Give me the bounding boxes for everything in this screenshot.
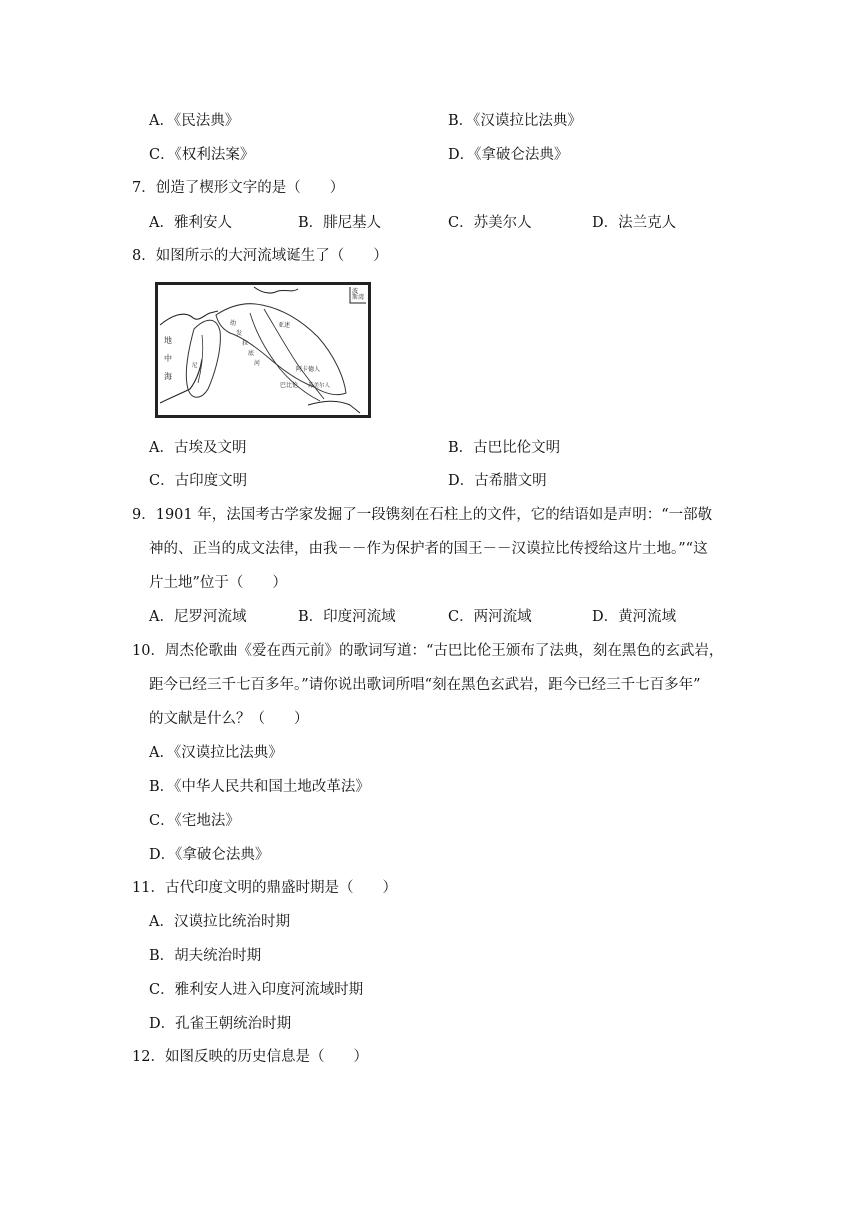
q8-option-c: C．古印度文明 <box>149 473 248 489</box>
q9-option-b: B．印度河流域 <box>298 609 396 625</box>
map-label: 中 <box>164 354 172 363</box>
q6-option-b: B．《汉谟拉比法典》 <box>448 113 582 129</box>
map-figure <box>158 285 368 415</box>
q11-option-b: B．胡夫统治时期 <box>149 948 262 964</box>
q8-option-a: A．古埃及文明 <box>149 440 247 456</box>
map-label: 波 <box>352 288 359 295</box>
map-label: 幼 <box>230 320 237 327</box>
map-label: 阿卡德人 <box>296 366 321 373</box>
q9-option-a: A．尼罗河流域 <box>149 609 247 625</box>
q7-stem: 7．创造了楔形文字的是（ ） <box>132 180 345 196</box>
q7-option-b: B．腓尼基人 <box>298 215 382 231</box>
q7-option-a: A．雅利安人 <box>149 215 232 231</box>
map-label: 海 <box>164 372 172 381</box>
q10-stem-line-2: 距今已经三千七百多年。”请你说出歌词所唱“刻在黑色玄武岩，距今已经三千七百多年” <box>149 677 701 693</box>
q11-stem: 11．古代印度文明的鼎盛时期是（ ） <box>132 880 397 896</box>
map-label: 湾 <box>358 294 365 301</box>
q10-option-d: D．《拿破仑法典》 <box>149 847 270 863</box>
q9-option-d: D．黄河流域 <box>592 609 677 625</box>
q9-stem-line-2: 神的、正当的成文法律，由我－－作为保护者的国王－－汉谟拉比传授给这片土地。”“这 <box>149 541 708 557</box>
q11-option-c: C．雅利安人进入印度河流域时期 <box>149 982 364 998</box>
q10-option-b: B．《中华人民共和国土地改革法》 <box>149 779 370 795</box>
q10-stem-line-3: 的文献是什么？（ ） <box>149 711 309 727</box>
q11-option-d: D．孔雀王朝统治时期 <box>149 1016 292 1032</box>
two-rivers-map <box>155 282 371 418</box>
map-label: 拉 <box>242 340 249 347</box>
map-label: 苏美尔人 <box>308 383 331 389</box>
q6-option-a: A．《民法典》 <box>149 113 240 129</box>
q7-option-d: D．法兰克人 <box>592 215 677 231</box>
map-label: 尼 <box>192 363 198 369</box>
q8-option-b: B．古巴比伦文明 <box>448 440 561 456</box>
q8-option-d: D．古希腊文明 <box>448 473 547 489</box>
map-label: 底 <box>248 350 255 357</box>
q10-stem-line-1: 10．周杰伦歌曲《爱在西元前》的歌词写道：“古巴比伦王颁布了法典，刻在黑色的玄武岩， <box>132 643 724 659</box>
map-label: 地 <box>164 336 172 345</box>
map-label: 亚述 <box>278 322 291 329</box>
map-label: 巴比伦 <box>280 382 299 389</box>
q7-option-c: C．苏美尔人 <box>448 215 532 231</box>
q9-stem-line-3: 片土地”位于（ ） <box>149 575 287 591</box>
map-label: 河 <box>254 360 261 367</box>
q11-option-a: A．汉谟拉比统治时期 <box>149 914 290 930</box>
map-label: 发 <box>236 330 243 337</box>
q12-stem: 12．如图反映的历史信息是（ ） <box>132 1049 368 1065</box>
q10-option-c: C．《宅地法》 <box>149 813 240 829</box>
map-label: 斯 <box>352 294 359 301</box>
q10-option-a: A．《汉谟拉比法典》 <box>149 745 283 761</box>
q6-option-d: D．《拿破仑法典》 <box>448 147 569 163</box>
q8-stem: 8．如图所示的大河流域诞生了（ ） <box>132 248 388 264</box>
q9-stem-line-1: 9．1901 年，法国考古学家发掘了一段镌刻在石柱上的文件，它的结语如是声明：“一部敬 <box>132 507 713 523</box>
q9-option-c: C．两河流域 <box>448 609 532 625</box>
q6-option-c: C．《权利法案》 <box>149 147 255 163</box>
